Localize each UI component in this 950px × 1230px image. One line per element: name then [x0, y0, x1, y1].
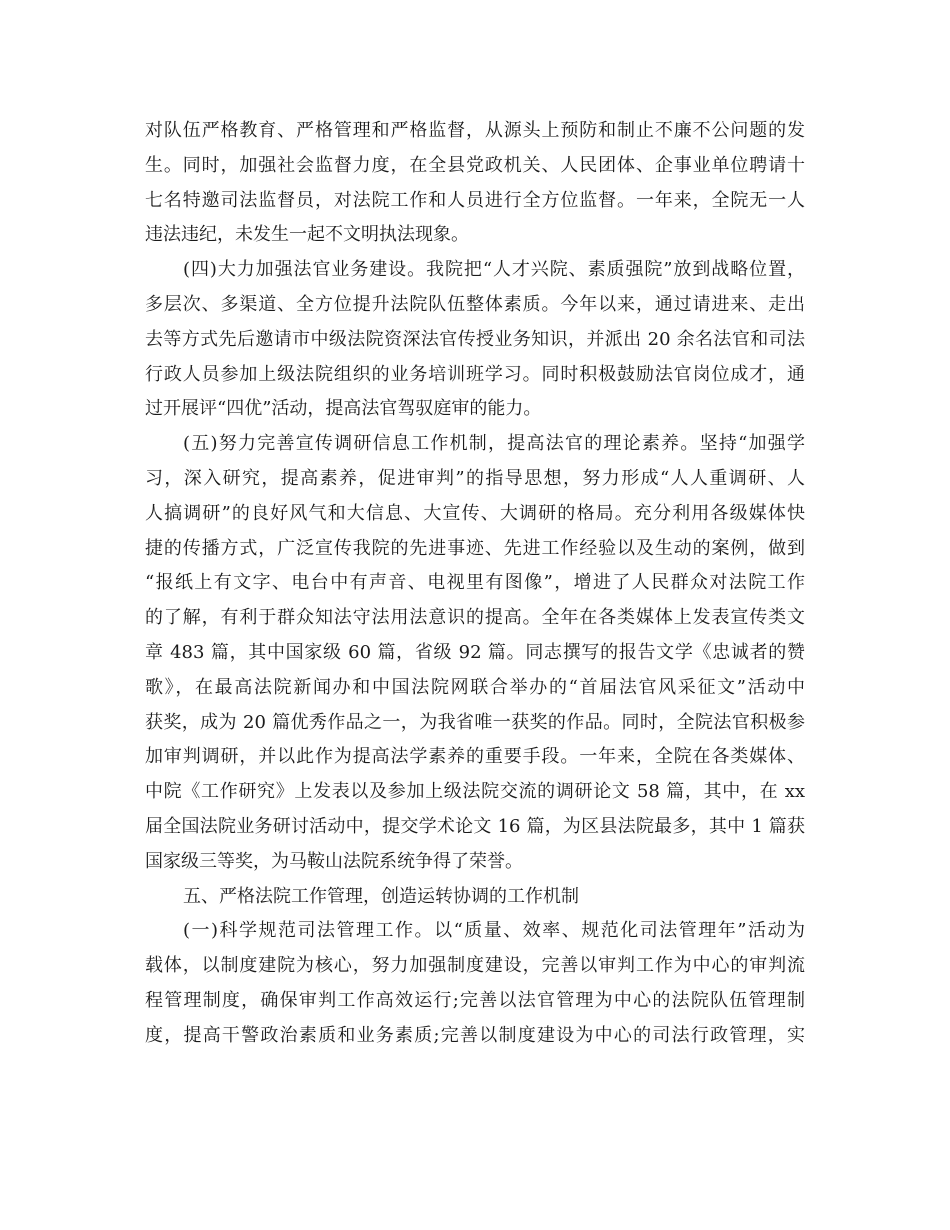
text-line: 载体，以制度建院为核心，努力加强制度建设，完善以审判工作为中心的审判流 — [145, 955, 805, 977]
text-line: 多层次、多渠道、全方位提升法院队伍整体素质。今年以来，通过请进来、走出 — [145, 293, 805, 315]
text-line: 五、严格法院工作管理，创造运转协调的工作机制 — [183, 885, 579, 907]
text-line: “报纸上有文字、电台中有声音、电视里有图像”，增进了人民群众对法院工作 — [145, 572, 805, 594]
text-line: 生。同时，加强社会监督力度，在全县党政机关、人民团体、企事业单位聘请十 — [145, 154, 805, 176]
text-line: 章 483 篇，其中国家级 60 篇，省级 92 篇。同志撰写的报告文学《忠诚者的赞 — [145, 641, 805, 663]
document-page — [145, 114, 805, 1054]
text-line: 的了解，有利于群众知法守法用法意识的提高。全年在各类媒体上发表宣传类文 — [145, 607, 805, 629]
text-line: (四)大力加强法官业务建设。我院把“人才兴院、素质强院”放到战略位置， — [183, 259, 805, 281]
text-line: 对队伍严格教育、严格管理和严格监督，从源头上预防和制止不廉不公问题的发 — [145, 120, 805, 141]
text-line: 行政人员参加上级法院组织的业务培训班学习。同时积极鼓励法官岗位成才，通 — [145, 363, 805, 385]
text-line: 习，深入研究，提高素养，促进审判”的指导思想，努力形成“人人重调研、人 — [145, 467, 805, 489]
text-line: 届全国法院业务研讨活动中，提交学术论文 16 篇，为区县法院最多，其中 1 篇获 — [145, 815, 805, 837]
text-line: (五)努力完善宣传调研信息工作机制，提高法官的理论素养。坚持“加强学 — [183, 433, 805, 455]
text-line: 获奖，成为 20 篇优秀作品之一，为我省唯一获奖的作品。同时，全院法官积极参 — [145, 711, 805, 733]
text-line: 国家级三等奖，为马鞍山法院系统争得了荣誉。 — [145, 850, 523, 872]
text-line: 程管理制度，确保审判工作高效运行;完善以法官管理为中心的法院队伍管理制 — [145, 989, 805, 1011]
text-line: 过开展评“四优”活动，提高法官驾驭庭审的能力。 — [145, 398, 542, 420]
text-line: 七名特邀司法监督员，对法院工作和人员进行全方位监督。一年来，全院无一人 — [145, 189, 805, 211]
text-line: 中院《工作研究》上发表以及参加上级法院交流的调研论文 58 篇，其中，在 xx — [145, 781, 805, 803]
text-line: 违法违纪，未发生一起不文明执法现象。 — [145, 224, 469, 246]
text-line: 歌》，在最高法院新闻办和中国法院网联合举办的“首届法官风采征文”活动中 — [145, 676, 805, 698]
text-line: (一)科学规范司法管理工作。以“质量、效率、规范化司法管理年”活动为 — [183, 920, 805, 942]
text-line: 加审判调研，并以此作为提高法学素养的重要手段。一年来，全院在各类媒体、 — [145, 746, 805, 768]
text-line: 捷的传播方式，广泛宣传我院的先进事迹、先进工作经验以及生动的案例，做到 — [145, 537, 805, 559]
text-line: 度，提高干警政治素质和业务素质;完善以制度建设为中心的司法行政管理，实 — [145, 1024, 805, 1046]
text-line: 去等方式先后邀请市中级法院资深法官传授业务知识，并派出 20 余名法官和司法 — [145, 328, 805, 350]
text-line: 人搞调研”的良好风气和大信息、大宣传、大调研的格局。充分利用各级媒体快 — [145, 502, 805, 524]
